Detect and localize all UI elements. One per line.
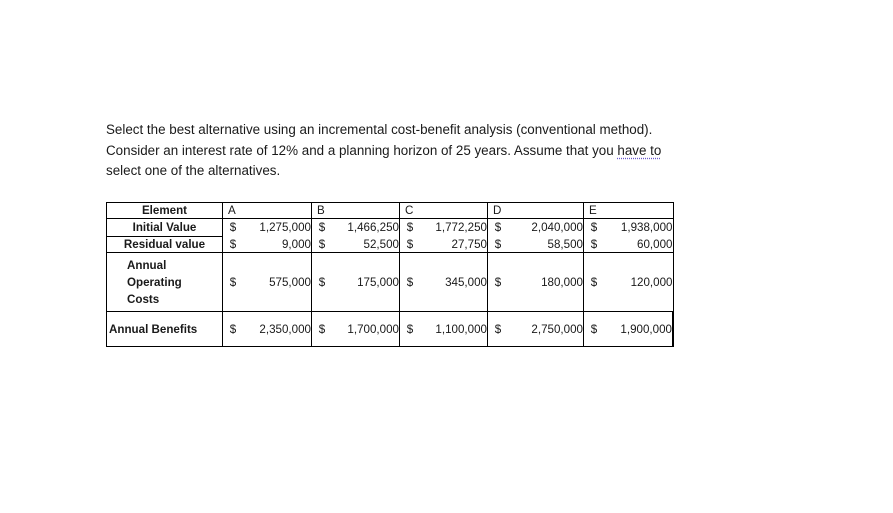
question-line-2-prefix: Consider an interest rate of 12% and a planning horizon of 25 years. Assume that you [106, 142, 618, 158]
row-label-initial-value: Initial Value [107, 219, 223, 237]
header-alternative-e: E [584, 203, 674, 219]
currency-symbol: $ [584, 237, 605, 253]
currency-symbol: $ [312, 219, 333, 237]
row-label-annual-operating-costs [107, 253, 223, 312]
currency-symbol: $ [223, 312, 244, 347]
question-line-2 [106, 141, 746, 162]
header-alternative-a: A [223, 203, 312, 219]
currency-symbol: $ [488, 312, 509, 347]
annual-benefit-a: 2,350,000 [243, 312, 312, 347]
row-label-line: Annual [127, 258, 167, 272]
alternatives-table [106, 202, 674, 347]
row-label-residual-value: Residual value [107, 237, 223, 253]
annual-benefit-d: 2,750,000 [508, 312, 584, 347]
currency-symbol: $ [223, 219, 244, 237]
residual-value-a: 9,000 [243, 237, 312, 253]
question-line-1: Select the best alternative using an incremental cost-benefit analysis (conventional method). [106, 122, 653, 137]
operating-cost-c: 345,000 [420, 253, 488, 312]
initial-value-e: 1,938,000 [604, 219, 673, 237]
table-row [107, 219, 674, 237]
currency-symbol: $ [584, 253, 605, 312]
residual-value-d: 58,500 [508, 237, 584, 253]
currency-symbol: $ [488, 253, 509, 312]
annual-benefit-e: 1,900,000 [604, 312, 673, 347]
table-header-row [107, 203, 674, 219]
currency-symbol: $ [400, 312, 421, 347]
question-text [106, 120, 746, 182]
operating-cost-a: 575,000 [243, 253, 312, 312]
header-alternative-c: C [400, 203, 488, 219]
residual-value-b: 52,500 [332, 237, 400, 253]
annual-benefit-b: 1,700,000 [332, 312, 400, 347]
currency-symbol: $ [400, 253, 421, 312]
operating-cost-d: 180,000 [508, 253, 584, 312]
initial-value-a: 1,275,000 [243, 219, 312, 237]
spellcheck-marked-phrase: have to [617, 142, 662, 158]
currency-symbol: $ [400, 237, 421, 253]
header-alternative-b: B [312, 203, 400, 219]
row-label-annual-benefits: Annual Benefits [107, 312, 223, 347]
residual-value-c: 27,750 [420, 237, 488, 253]
table-row [107, 312, 674, 347]
header-alternative-d: D [488, 203, 584, 219]
currency-symbol: $ [400, 219, 421, 237]
operating-cost-e: 120,000 [604, 253, 673, 312]
currency-symbol: $ [312, 237, 333, 253]
table-row [107, 237, 674, 253]
currency-symbol: $ [488, 219, 509, 237]
currency-symbol: $ [223, 253, 244, 312]
operating-cost-b: 175,000 [332, 253, 400, 312]
currency-symbol: $ [584, 312, 605, 347]
row-label-line: Operating [127, 275, 182, 289]
currency-symbol: $ [312, 253, 333, 312]
currency-symbol: $ [223, 237, 244, 253]
initial-value-d: 2,040,000 [508, 219, 584, 237]
table-row [107, 253, 674, 312]
question-line-3: select one of the alternatives. [106, 163, 281, 178]
header-element-label: Element [107, 203, 223, 219]
row-label-line: Costs [127, 292, 160, 306]
initial-value-c: 1,772,250 [420, 219, 488, 237]
initial-value-b: 1,466,250 [332, 219, 400, 237]
residual-value-e: 60,000 [604, 237, 673, 253]
currency-symbol: $ [312, 312, 333, 347]
currency-symbol: $ [488, 237, 509, 253]
annual-benefit-c: 1,100,000 [420, 312, 488, 347]
currency-symbol: $ [584, 219, 605, 237]
